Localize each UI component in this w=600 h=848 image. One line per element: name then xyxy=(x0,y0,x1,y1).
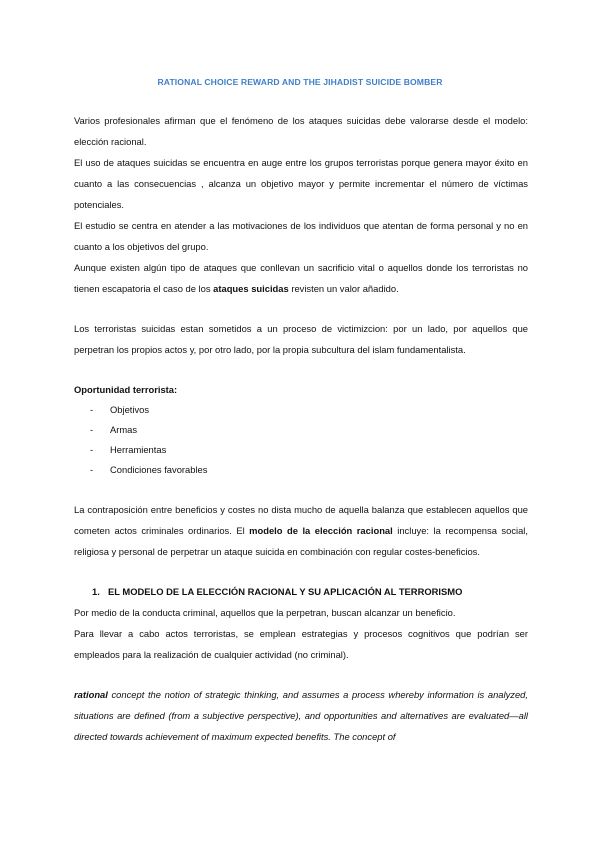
quote-text: concept the notion of strategic thinking, and assumes a process whereby information is analyzed, situations are defined (from a subjective perspective), and opportunities and alternatives are evaluated—all directed towards achievement of maximum expected benefits. The concept of xyxy=(74,689,528,742)
paragraph-individual-motivations: El estudio se centra en atender a las motivaciones de los individuos que atentan de forma personal y no en cuanto a los objetivos del grupo. xyxy=(74,220,528,252)
list-dash: - xyxy=(90,464,94,475)
paragraph-criminal-benefit: Por medio de la conducta criminal, aquellos que la perpetran, buscan alcanzar un beneficio. xyxy=(74,607,456,618)
paragraph-rational-choice-intro: Varios profesionales afirman que el fenómeno de los ataques suicidas debe valorarse desde el modelo: elección racional. xyxy=(74,115,528,147)
p4-text-before: Aunque existen algún tipo de ataques que conllevan un sacrificio vital o aquellos donde los terroristas no tienen escapatoria el caso de los xyxy=(74,262,528,294)
section-heading xyxy=(74,581,528,602)
list-dash: - xyxy=(90,424,94,435)
list-item-label: Herramientas xyxy=(110,444,167,455)
list-dash: - xyxy=(90,404,94,415)
spacer xyxy=(74,562,528,581)
document-body xyxy=(74,110,528,747)
spacer xyxy=(74,665,528,684)
p4-text-after: revisten un valor añadido. xyxy=(288,283,399,294)
paragraph-cost-benefit xyxy=(74,499,528,562)
document-title: RATIONAL CHOICE REWARD AND THE JIHADIST SUICIDE BOMBER xyxy=(157,77,443,87)
p4-bold-term: ataques suicidas xyxy=(213,283,289,294)
quote-paragraph xyxy=(74,684,528,747)
list-item xyxy=(74,460,528,480)
paragraph-added-value xyxy=(74,257,528,299)
spacer xyxy=(74,360,528,379)
list-item xyxy=(74,400,528,420)
quote-block xyxy=(74,684,528,747)
spacer xyxy=(74,480,528,499)
list-item-label: Armas xyxy=(110,424,138,435)
list-item-label: Objetivos xyxy=(110,404,150,415)
list-item xyxy=(74,420,528,440)
paragraph-victimization: Los terroristas suicidas estan sometidos a un proceso de victimizcion: por un lado, por aquellos que perpetran los propios actos y, por otro lado, por la propia subcultura del islam fundamentalista. xyxy=(74,323,528,355)
p6-bold-term: modelo de la elección racional xyxy=(249,525,393,536)
section-number: 1. xyxy=(92,586,100,597)
quote-bold-term: rational xyxy=(74,689,108,700)
opportunity-list xyxy=(74,400,528,480)
p6-text-after: incluye: la recompensa social, religiosa y personal de perpetrar un ataque suicida en combinación con regular costes-beneficios. xyxy=(74,525,528,557)
opportunity-heading: Oportunidad terrorista: xyxy=(74,384,178,395)
list-item-label: Condiciones favorables xyxy=(110,464,208,475)
section-title: EL MODELO DE LA ELECCIÓN RACIONAL Y SU APLICACIÓN AL TERRORISMO xyxy=(108,586,463,597)
paragraph-suicide-attacks-rise: El uso de ataques suicidas se encuentra en auge entre los grupos terroristas porque genera mayor éxito en cuanto a las consecuencias , alcanza un objetivo mayor y permite incrementar el número de víctimas potenciales. xyxy=(74,157,528,210)
list-dash: - xyxy=(90,444,94,455)
paragraph-cognitive-strategies: Para llevar a cabo actos terroristas, se emplean estrategias y procesos cognitivos que podrían ser empleados para la realización de cualquier actividad (no criminal). xyxy=(74,628,528,660)
list-item xyxy=(74,440,528,460)
p6-text-before: La contraposición entre beneficios y costes no dista mucho de aquella balanza que establecen aquellos que cometen actos criminales ordinarios. El xyxy=(74,504,528,536)
spacer xyxy=(74,299,528,318)
